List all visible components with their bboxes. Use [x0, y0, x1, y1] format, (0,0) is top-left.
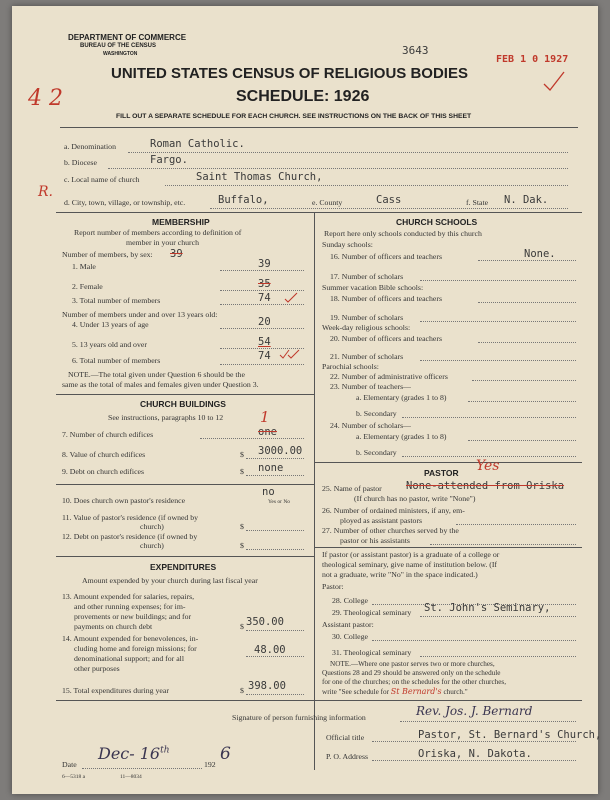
fill-line [210, 208, 568, 209]
fill-line [220, 328, 304, 329]
q24b-label: b. Secondary [356, 448, 397, 457]
official-title-label: Official title [326, 733, 365, 742]
q5-label: 5. 13 years old and over [72, 340, 147, 349]
edifices-correction: 1 [260, 408, 270, 426]
q14-label-2: cluding home and foreign missions; for [74, 644, 197, 653]
buildings-sub: See instructions, paragraphs 10 to 12 [108, 413, 224, 422]
date-label: Date [62, 760, 77, 769]
signature-value: Rev. Jos. J. Bernard [416, 704, 533, 718]
fill-line [420, 360, 576, 361]
grad-note-3: not a graduate, write "No" in the space indicated.) [322, 570, 478, 579]
q30-label: 30. College [332, 632, 368, 641]
q25-value: None-attended from Oriska [406, 480, 565, 492]
fill-line [468, 440, 576, 441]
dollar-sign: $ [240, 522, 244, 531]
form-number: 6—5318 a [62, 774, 86, 780]
q1-label: 1. Male [72, 262, 96, 271]
q12-label: 12. Debt on pastor's residence (if owned by [62, 532, 198, 541]
date-text: Dec- 16 [98, 744, 161, 763]
q28-label: 28. College [332, 596, 368, 605]
q27-label: 27. Number of other churches served by the [322, 526, 459, 535]
q14-label-3: denominational support; and for all [74, 654, 184, 663]
denomination-label: a. Denomination [64, 142, 116, 151]
q9-value: none [258, 462, 284, 474]
fill-line [478, 342, 576, 343]
county-value: Cass [376, 194, 402, 206]
q24-label: 24. Number of scholars— [330, 421, 411, 430]
date-suffix: th [160, 745, 170, 756]
fill-line [468, 401, 576, 402]
fill-line [246, 475, 304, 476]
fill-line [220, 270, 304, 271]
q7-value: one [258, 426, 277, 438]
q14-label: 14. Amount expended for benevolences, in- [62, 634, 199, 643]
instruction-line: FILL OUT A SEPARATE SCHEDULE FOR EACH CHURCH. SEE INSTRUCTIONS ON THE BACK OF THIS SHEET [116, 113, 472, 120]
schools-heading: CHURCH SCHOOLS [396, 217, 478, 227]
q10-label: 10. Does church own pastor's residence [62, 496, 186, 505]
q6-label: 6. Total number of members [72, 356, 161, 365]
fill-line [400, 721, 576, 722]
fill-line [246, 694, 304, 695]
q25-note: (If church has no pastor, write "None") [354, 494, 476, 503]
church-name-label: c. Local name of church [64, 175, 140, 184]
church-name-value: Saint Thomas Church, [196, 171, 323, 183]
received-stamp: FEB 1 0 1927 [496, 54, 569, 65]
fill-line [220, 304, 304, 305]
fill-line [456, 524, 576, 525]
fill-line [420, 656, 576, 657]
grad-note: If pastor (or assistant pastor) is a graduate of a college or [322, 550, 500, 559]
schedule-title: SCHEDULE: 1926 [236, 88, 370, 105]
q17-label: 17. Number of scholars [330, 272, 404, 281]
q16-value: None. [524, 248, 556, 260]
checkmark-icon [279, 349, 301, 361]
q13-label: 13. Amount expended for salaries, repairs, [62, 592, 195, 601]
rule [56, 484, 314, 485]
year-digit: 6 [220, 744, 231, 764]
fill-line [246, 458, 304, 459]
q20-label: 20. Number of officers and teachers [330, 334, 443, 343]
q27-label-2: pastor or his assistants [340, 536, 410, 545]
q29-label: 29. Theological seminary [332, 608, 412, 617]
dollar-sign: $ [240, 541, 244, 550]
q18-label: 18. Number of officers and teachers [330, 294, 443, 303]
dollar-sign: $ [240, 622, 244, 631]
schools-intro: Report here only schools conducted by this church [324, 229, 482, 238]
q23-label: 23. Number of teachers— [330, 382, 411, 391]
q7-label: 7. Number of church edifices [62, 430, 154, 439]
form-title: UNITED STATES CENSUS OF RELIGIOUS BODIES [111, 65, 468, 82]
city-label: d. City, town, village, or township, etc. [64, 198, 186, 207]
rule [56, 394, 314, 395]
fill-line [246, 630, 304, 631]
q14-label-4: other purposes [74, 664, 120, 673]
pastor-note-3: for one of the churches; on the schedules for the other churches, [322, 678, 507, 686]
q10-value: no [262, 486, 275, 498]
fill-line [372, 760, 576, 761]
column-divider [314, 212, 315, 770]
q16-label: 16. Number of officers and teachers [330, 252, 443, 261]
q8-label: 8. Value of church edifices [62, 450, 146, 459]
sunday-label: Sunday schools: [322, 240, 373, 249]
expenditures-sub: Amount expended by your church during last fiscal year [82, 576, 258, 585]
q13-label-2: and other running expenses; for im- [74, 602, 186, 611]
pastor-note-4-end: church." [443, 688, 468, 696]
q21-label: 21. Number of scholars [330, 352, 404, 361]
grad-note-2: theological seminary, give name of institution below. (If [322, 560, 498, 569]
bureau-city: WASHINGTON [103, 51, 138, 57]
fill-line [165, 185, 568, 186]
state-value: N. Dak. [504, 194, 549, 206]
membership-note-2: same as the total of males and females given under Question 3. [62, 380, 259, 389]
q4-value: 20 [258, 316, 271, 328]
q14-value: 48.00 [254, 644, 286, 656]
q24a-label: a. Elementary (grades 1 to 8) [356, 432, 447, 441]
q13-label-3: provements or new buildings; and for [74, 612, 192, 621]
assistant-sublabel: Assistant pastor: [322, 620, 374, 629]
q11-label-2: church) [140, 522, 164, 531]
q23a-label: a. Elementary (grades 1 to 8) [356, 393, 447, 402]
po-value: Oriska, N. Dakota. [418, 748, 532, 760]
fill-line [220, 290, 304, 291]
dept-name: DEPARTMENT OF COMMERCE [68, 33, 187, 42]
fill-line [246, 549, 304, 550]
fill-line [108, 168, 568, 169]
q26-label: 26. Number of ordained ministers, if any, em- [322, 506, 465, 515]
yes-no-hint: Yes or No [268, 499, 291, 505]
pastor-note: NOTE.—Where one pastor serves two or more churches, [330, 660, 495, 668]
dollar-sign: $ [240, 686, 244, 695]
fill-line [472, 380, 576, 381]
fill-line [82, 768, 202, 769]
q6-value: 74 [258, 350, 271, 362]
rule [60, 127, 578, 128]
dollar-sign: $ [240, 467, 244, 476]
membership-intro-2: member in your church [126, 238, 199, 247]
q3-label: 3. Total number of members [72, 296, 161, 305]
pastor-heading: PASTOR [424, 468, 459, 478]
q2-value: 35 [258, 278, 271, 290]
year-prefix: 192 [204, 760, 216, 769]
q31-label: 31. Theological seminary [332, 648, 412, 657]
checkmark-icon [540, 68, 568, 94]
parochial-label: Parochial schools: [322, 362, 379, 371]
q15-label: 15. Total expenditures during year [62, 686, 169, 695]
q5-value: 54 [258, 336, 271, 348]
pastor-note-2: Questions 28 and 29 should be answered only on the schedule [322, 669, 501, 677]
pastor-correction: Yes [476, 458, 500, 474]
denomination-value: Roman Catholic. [150, 138, 245, 150]
q9-label: 9. Debt on church edifices [62, 467, 145, 476]
margin-note: 4 2 [28, 86, 63, 111]
fill-line [128, 152, 568, 153]
fill-line [478, 302, 576, 303]
fill-line [200, 438, 304, 439]
fill-line [430, 544, 576, 545]
margin-mark: R. [38, 184, 53, 200]
fill-line [402, 417, 576, 418]
diocese-value: Fargo. [150, 154, 188, 166]
fill-line [420, 321, 576, 322]
pastor-note-4-text: write "See schedule for [322, 688, 389, 696]
membership-note: NOTE.—The total given under Question 6 should be the [68, 370, 245, 379]
q22-label: 22. Number of administrative officers [330, 372, 448, 381]
schedule-number: 3643 [402, 44, 429, 57]
q1-value: 39 [258, 258, 271, 270]
city-value: Buffalo, [218, 194, 269, 206]
checkmark-icon [283, 292, 299, 304]
q8-value: 3000.00 [258, 445, 303, 457]
sex-label: Number of members, by sex: [62, 250, 153, 259]
vacation-label: Summer vacation Bible schools: [322, 283, 424, 292]
expenditures-heading: EXPENDITURES [150, 562, 217, 572]
q23b-label: b. Secondary [356, 409, 397, 418]
bureau-name: BUREAU OF THE CENSUS [80, 43, 157, 49]
form-number-2: 11—8034 [120, 774, 142, 780]
weekday-label: Week-day religious schools: [322, 323, 411, 332]
fill-line [246, 656, 304, 657]
q13-value: 350.00 [246, 616, 284, 628]
pastor-note-hand: St Bernard's [390, 687, 442, 696]
q26-label-2: ployed as assistant pastors [340, 516, 423, 525]
fill-line [372, 741, 576, 742]
fill-line [220, 364, 304, 365]
age-label: Number of members under and over 13 years old: [62, 310, 218, 319]
rule [56, 556, 314, 557]
po-label: P. O. Address [326, 752, 369, 761]
membership-intro: Report number of members according to definition of [74, 228, 242, 237]
official-title-value: Pastor, St. Bernard's Church, [418, 729, 602, 741]
rule [314, 547, 582, 548]
pastor-sublabel: Pastor: [322, 582, 344, 591]
dollar-sign: $ [240, 450, 244, 459]
q13-label-4: payments on church debt [74, 622, 153, 631]
pastor-note-4 [322, 687, 468, 696]
fill-line [420, 616, 576, 617]
diocese-label: b. Diocese [64, 158, 97, 167]
q12-label-2: church) [140, 541, 164, 550]
census-form [12, 6, 598, 794]
q1-struck-value: 39 [170, 248, 183, 260]
q19-label: 19. Number of scholars [330, 313, 404, 322]
fill-line [478, 260, 576, 261]
signature-label: Signature of person furnishing information [232, 713, 366, 722]
fill-line [402, 456, 576, 457]
q29-value: St. John's Seminary, [424, 602, 551, 614]
membership-heading: MEMBERSHIP [152, 217, 210, 227]
fill-line [372, 640, 576, 641]
q11-label: 11. Value of pastor's residence (if owned by [62, 513, 199, 522]
rule [56, 700, 582, 701]
fill-line [246, 530, 304, 531]
rule [56, 212, 582, 213]
county-label: e. County [312, 198, 343, 207]
rule [314, 462, 582, 463]
q2-label: 2. Female [72, 282, 103, 291]
q15-value: 398.00 [248, 680, 286, 692]
q4-label: 4. Under 13 years of age [72, 320, 149, 329]
date-value [98, 744, 170, 763]
state-label: f. State [466, 198, 489, 207]
q3-value: 74 [258, 292, 271, 304]
q25-label: 25. Name of pastor [322, 484, 382, 493]
buildings-heading: CHURCH BUILDINGS [140, 399, 226, 409]
fill-line [420, 280, 576, 281]
